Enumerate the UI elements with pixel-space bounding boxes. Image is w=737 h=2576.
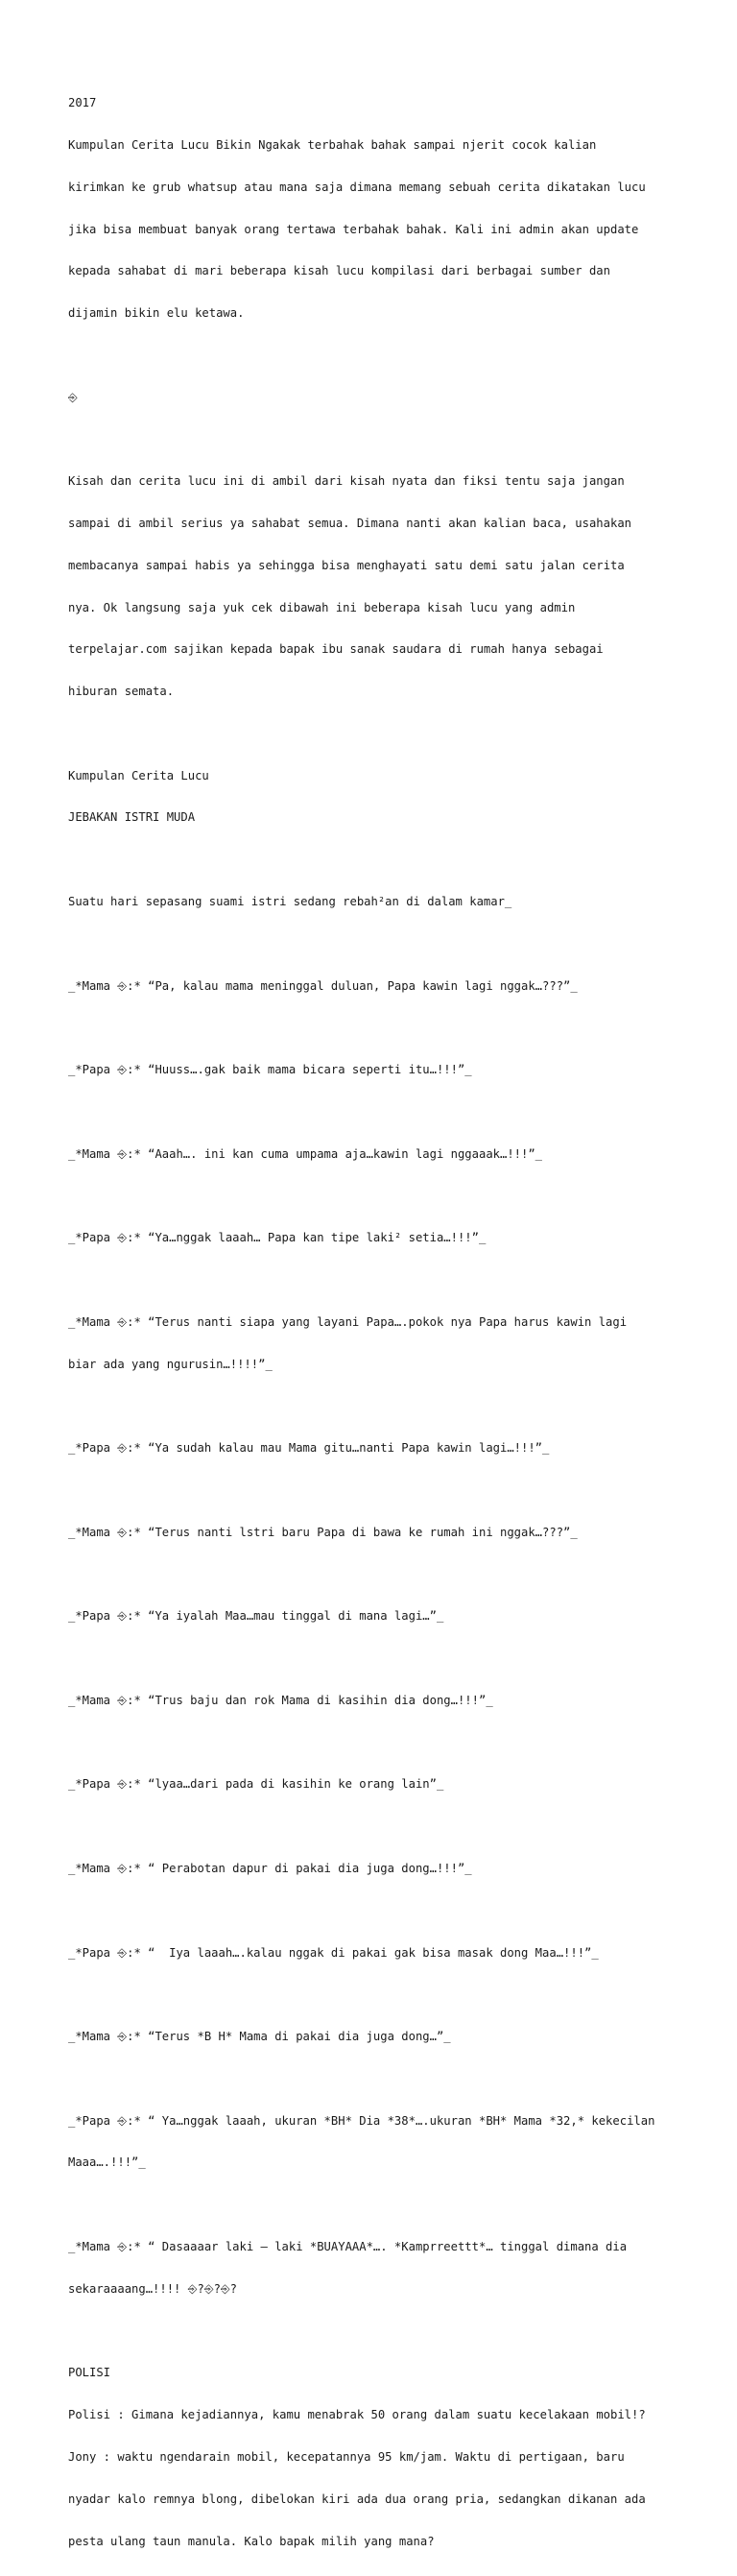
intro-line: kirimkan ke grub whatsup atau mana saja dimana memang sebuah cerita dikatakan lucu xyxy=(68,180,646,194)
intro-line: dijamin bikin elu ketawa. xyxy=(68,306,245,321)
symbol-line xyxy=(68,362,699,432)
dialogue-line xyxy=(68,1834,699,1904)
dialogue-text: _*Papa ⎆:* “Ya…nggak laaah… Papa kan tipe laki² setia…!!!”_ xyxy=(68,1231,487,1245)
dialogue-text: _*Papa ⎆:* “Huuss….gak baik mama bicara seperti itu…!!!”_ xyxy=(68,1063,472,1077)
dialogue-line xyxy=(68,951,699,1021)
paragraph-line: sampai di ambil serius ya sahabat semua. Dimana nanti akan kalian baca, usahakan xyxy=(68,517,631,530)
dialogue-text: _*Papa ⎆:* “ Iya laaah….kalau nggak di pakai gak bisa masak dong Maa…!!!”_ xyxy=(68,1945,599,1960)
dialogue-line xyxy=(68,1581,699,1651)
dialogue-text: _*Papa ⎆:* “lyaa…dari pada di kasihin ke orang lain”_ xyxy=(68,1777,444,1792)
dialogue-line xyxy=(68,2086,699,2199)
police-line: nyadar kalo remnya blong, dibelokan kiri ada dua orang pria, sedangkan dikanan ada xyxy=(68,2492,646,2506)
police-line: pesta ulang taun manula. Kalo bapak milih yang mana? xyxy=(68,2534,435,2548)
dialogue-line xyxy=(68,1119,699,1190)
intro-line: jika bisa membuat banyak orang tertawa terbahak bahak. Kali ini admin akan update xyxy=(68,222,639,236)
police-line: Jony : waktu ngendarain mobil, kecepatannya 95 km/jam. Waktu di pertigaan, baru xyxy=(68,2449,625,2464)
dialogue-line xyxy=(68,1203,699,1273)
intro-paragraph xyxy=(68,68,699,349)
dialogue-line xyxy=(68,1413,699,1483)
police-line: Polisi : Gimana kejadiannya, kamu menabrak 50 orang dalam suatu kecelakaan mobil!? xyxy=(68,2408,646,2422)
dialogue-text: _*Mama ⎆:* “Terus *B H* Mama di pakai dia juga dong…”_ xyxy=(68,2030,451,2044)
dialogue-line xyxy=(68,1288,699,1400)
dialogue-line xyxy=(68,2212,699,2324)
dialogue-line xyxy=(68,1498,699,1568)
dialogue-text: _*Mama ⎆:* “ Dasaaaar laki – laki *BUAYAAA*…. *Kamprreettt*… tinggal dimana dia xyxy=(68,2240,628,2254)
placeholder-glyph-icon: ⎆ xyxy=(68,390,78,404)
intro-line: 2017 xyxy=(68,96,97,110)
story-intro xyxy=(68,867,699,937)
dialogue-text: _*Mama ⎆:* “Terus nanti siapa yang layani Papa….pokok nya Papa harus kawin lagi xyxy=(68,1314,628,1329)
dialogue-text: biar ada yang ngurusin…!!!!”_ xyxy=(68,1357,273,1371)
dialogue-line xyxy=(68,1917,699,1987)
dialogue-text: _*Papa ⎆:* “Ya iyalah Maa…mau tinggal di mana lagi…”_ xyxy=(68,1609,444,1624)
dialogue-text: sekaraaaang…!!!! ⎆?⎆?⎆? xyxy=(68,2281,237,2296)
story-title: JEBAKAN ISTRI MUDA xyxy=(68,810,196,825)
paragraph-line: terpelajar.com sajikan kepada bapak ibu sanak saudara di rumah hanya sebagai xyxy=(68,642,604,657)
paragraph-line: nya. Ok langsung saja yuk cek dibawah ini beberapa kisah lucu yang admin xyxy=(68,600,576,614)
paragraph-line: Kisah dan cerita lucu ini di ambil dari kisah nyata dan fiksi tentu saja jangan xyxy=(68,474,625,489)
story-intro-line: Suatu hari sepasang suami istri sedang rebah²an di dalam kamar_ xyxy=(68,895,512,909)
dialogue-text: _*Mama ⎆:* “Trus baju dan rok Mama di kasihin dia dong…!!!”_ xyxy=(68,1693,493,1707)
dialogue-line xyxy=(68,1035,699,1105)
police-section xyxy=(68,2338,699,2576)
intro-line: Kumpulan Cerita Lucu Bikin Ngakak terbahak bahak sampai njerit cocok kalian xyxy=(68,137,597,152)
dialogue-text: _*Mama ⎆:* “ Perabotan dapur di pakai dia juga dong…!!!”_ xyxy=(68,1862,472,1875)
section-heading xyxy=(68,741,699,854)
paragraph-line: membacanya sampai habis ya sehingga bisa menghayati satu demi satu jalan cerita xyxy=(68,558,625,572)
dialogue-line xyxy=(68,1666,699,1736)
dialogue-text: _*Mama ⎆:* “Pa, kalau mama meninggal duluan, Papa kawin lagi nggak…???”_ xyxy=(68,978,578,993)
dialogue-line xyxy=(68,2002,699,2072)
police-title: POLISI xyxy=(68,2366,111,2380)
dialogue-text: _*Papa ⎆:* “Ya sudah kalau mau Mama gitu…nanti Papa kawin lagi…!!!”_ xyxy=(68,1441,550,1456)
dialogue-text: _*Papa ⎆:* “ Ya…nggak laaah, ukuran *BH* Dia *38*….ukuran *BH* Mama *32,* kekecilan xyxy=(68,2113,655,2128)
dialogue-text: _*Mama ⎆:* “Aaah…. ini kan cuma umpama aja…kawin lagi nggaaak…!!!”_ xyxy=(68,1146,543,1161)
section-title: Kumpulan Cerita Lucu xyxy=(68,768,209,782)
dialogue-text: _*Mama ⎆:* “Terus nanti lstri baru Papa di bawa ke rumah ini nggak…???”_ xyxy=(68,1525,578,1539)
paragraph-2 xyxy=(68,446,699,727)
paragraph-line: hiburan semata. xyxy=(68,685,175,699)
dialogue-text: Maaa….!!!”_ xyxy=(68,2155,146,2170)
dialogue-line xyxy=(68,1749,699,1819)
intro-line: kepada sahabat di mari beberapa kisah lucu kompilasi dari berbagai sumber dan xyxy=(68,264,610,278)
